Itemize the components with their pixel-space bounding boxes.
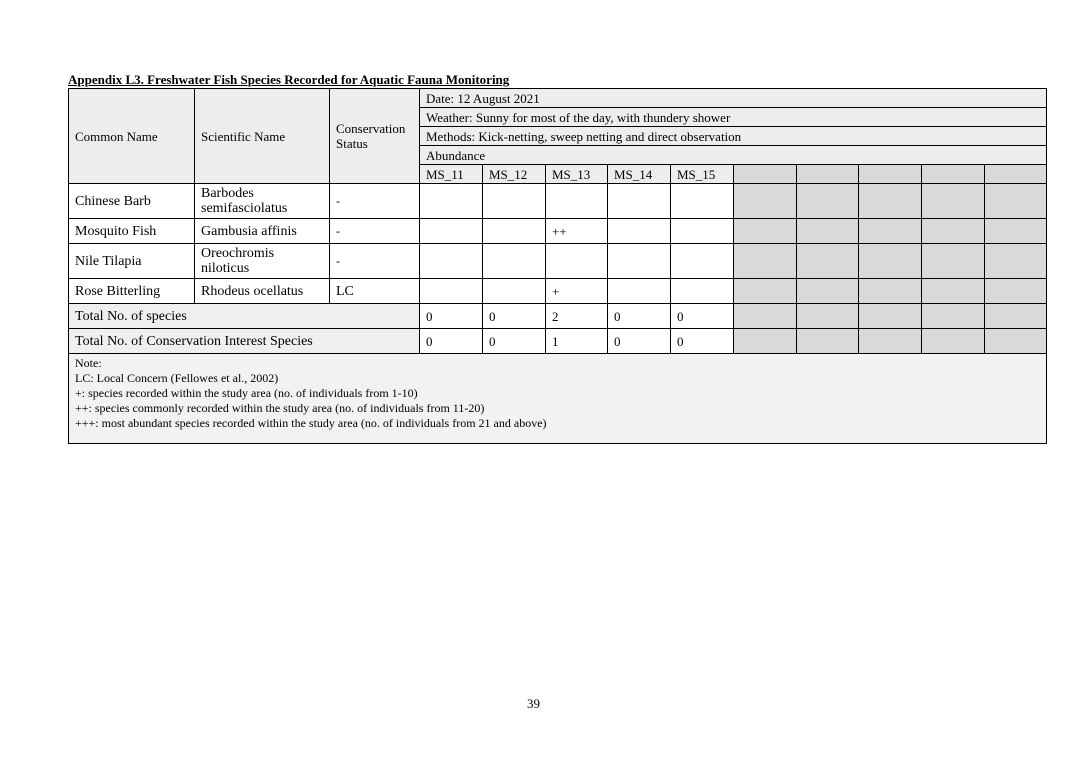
total-cell: 2 [546,304,608,329]
fish-species-table [68,88,1047,444]
abundance-cell [671,219,734,244]
total-conservation-label: Total No. of Conservation Interest Species [69,329,420,354]
abundance-cell [671,279,734,304]
note-line: LC: Local Concern (Fellowes et al., 2002) [75,371,279,385]
abundance-cell: + [546,279,608,304]
station-header: MS_11 [420,165,483,184]
common-name-cell: Mosquito Fish [69,219,195,244]
total-cell: 0 [483,329,546,354]
page-number: 39 [527,696,540,711]
scientific-name-cell: Gambusia affinis [195,219,330,244]
status-cell: - [330,219,420,244]
total-cell: 0 [420,329,483,354]
empty-cell [797,165,859,184]
total-cell: 0 [671,304,734,329]
station-header: MS_15 [671,165,734,184]
empty-cell [859,219,922,244]
note-heading: Note: [75,356,102,370]
survey-weather: Weather: Sunny for most of the day, with thundery shower [420,108,1047,127]
abundance-cell [608,184,671,219]
empty-cell [734,184,797,219]
empty-cell [985,219,1047,244]
scientific-name-cell: Oreochromis niloticus [195,244,330,279]
empty-cell [734,244,797,279]
table-row [69,219,1047,244]
empty-cell [734,304,797,329]
empty-cell [922,165,985,184]
empty-cell [985,184,1047,219]
empty-cell [859,165,922,184]
empty-cell [922,329,985,354]
empty-cell [859,279,922,304]
empty-cell [797,279,859,304]
empty-cell [797,304,859,329]
survey-date: Date: 12 August 2021 [420,89,1047,108]
abundance-cell [483,244,546,279]
scientific-name-cell: Rhodeus ocellatus [195,279,330,304]
abundance-cell [671,244,734,279]
total-cell: 0 [420,304,483,329]
empty-cell [797,219,859,244]
empty-cell [985,165,1047,184]
abundance-cell [420,219,483,244]
total-conservation-row [69,329,1047,354]
col-header-scientific-name: Scientific Name [195,89,330,184]
note-line: +: species recorded within the study area (no. of individuals from 1-10) [75,386,418,400]
common-name-cell: Rose Bitterling [69,279,195,304]
common-name-cell: Chinese Barb [69,184,195,219]
empty-cell [859,304,922,329]
empty-cell [734,219,797,244]
empty-cell [859,329,922,354]
empty-cell [797,184,859,219]
station-header: MS_13 [546,165,608,184]
abundance-cell [546,244,608,279]
empty-cell [985,304,1047,329]
note-line: +++: most abundant species recorded within the study area (no. of individuals from 21 and above) [75,416,547,430]
empty-cell [859,244,922,279]
empty-cell [734,165,797,184]
col-header-common-name: Common Name [69,89,195,184]
abundance-cell [483,279,546,304]
abundance-cell [483,219,546,244]
total-species-label: Total No. of species [69,304,420,329]
table-row [69,184,1047,219]
status-cell: - [330,244,420,279]
abundance-cell [608,219,671,244]
station-header: MS_12 [483,165,546,184]
empty-cell [922,304,985,329]
abundance-header: Abundance [420,146,1047,165]
empty-cell [922,244,985,279]
abundance-cell [671,184,734,219]
notes-cell [69,354,1047,444]
total-cell: 0 [608,329,671,354]
empty-cell [734,329,797,354]
total-cell: 0 [483,304,546,329]
empty-cell [922,279,985,304]
empty-cell [922,184,985,219]
abundance-cell [608,244,671,279]
status-cell: LC [330,279,420,304]
empty-cell [985,329,1047,354]
empty-cell [985,279,1047,304]
status-cell: - [330,184,420,219]
abundance-cell [546,184,608,219]
abundance-cell [420,244,483,279]
empty-cell [797,244,859,279]
empty-cell [734,279,797,304]
empty-cell [922,219,985,244]
abundance-cell: ++ [546,219,608,244]
table-row [69,244,1047,279]
empty-cell [797,329,859,354]
appendix-title: Appendix L3. Freshwater Fish Species Recorded for Aquatic Fauna Monitoring [68,72,510,87]
empty-cell [859,184,922,219]
abundance-cell [420,184,483,219]
abundance-cell [608,279,671,304]
total-cell: 0 [608,304,671,329]
empty-cell [985,244,1047,279]
abundance-cell [483,184,546,219]
total-cell: 1 [546,329,608,354]
total-species-row [69,304,1047,329]
survey-methods: Methods: Kick-netting, sweep netting and direct observation [420,127,1047,146]
scientific-name-cell: Barbodes semifasciolatus [195,184,330,219]
note-line: ++: species commonly recorded within the study area (no. of individuals from 11-20) [75,401,485,415]
station-header: MS_14 [608,165,671,184]
col-header-conservation-status: Conservation Status [330,89,420,184]
abundance-cell [420,279,483,304]
total-cell: 0 [671,329,734,354]
notes-row [69,354,1047,444]
table-row [69,279,1047,304]
common-name-cell: Nile Tilapia [69,244,195,279]
